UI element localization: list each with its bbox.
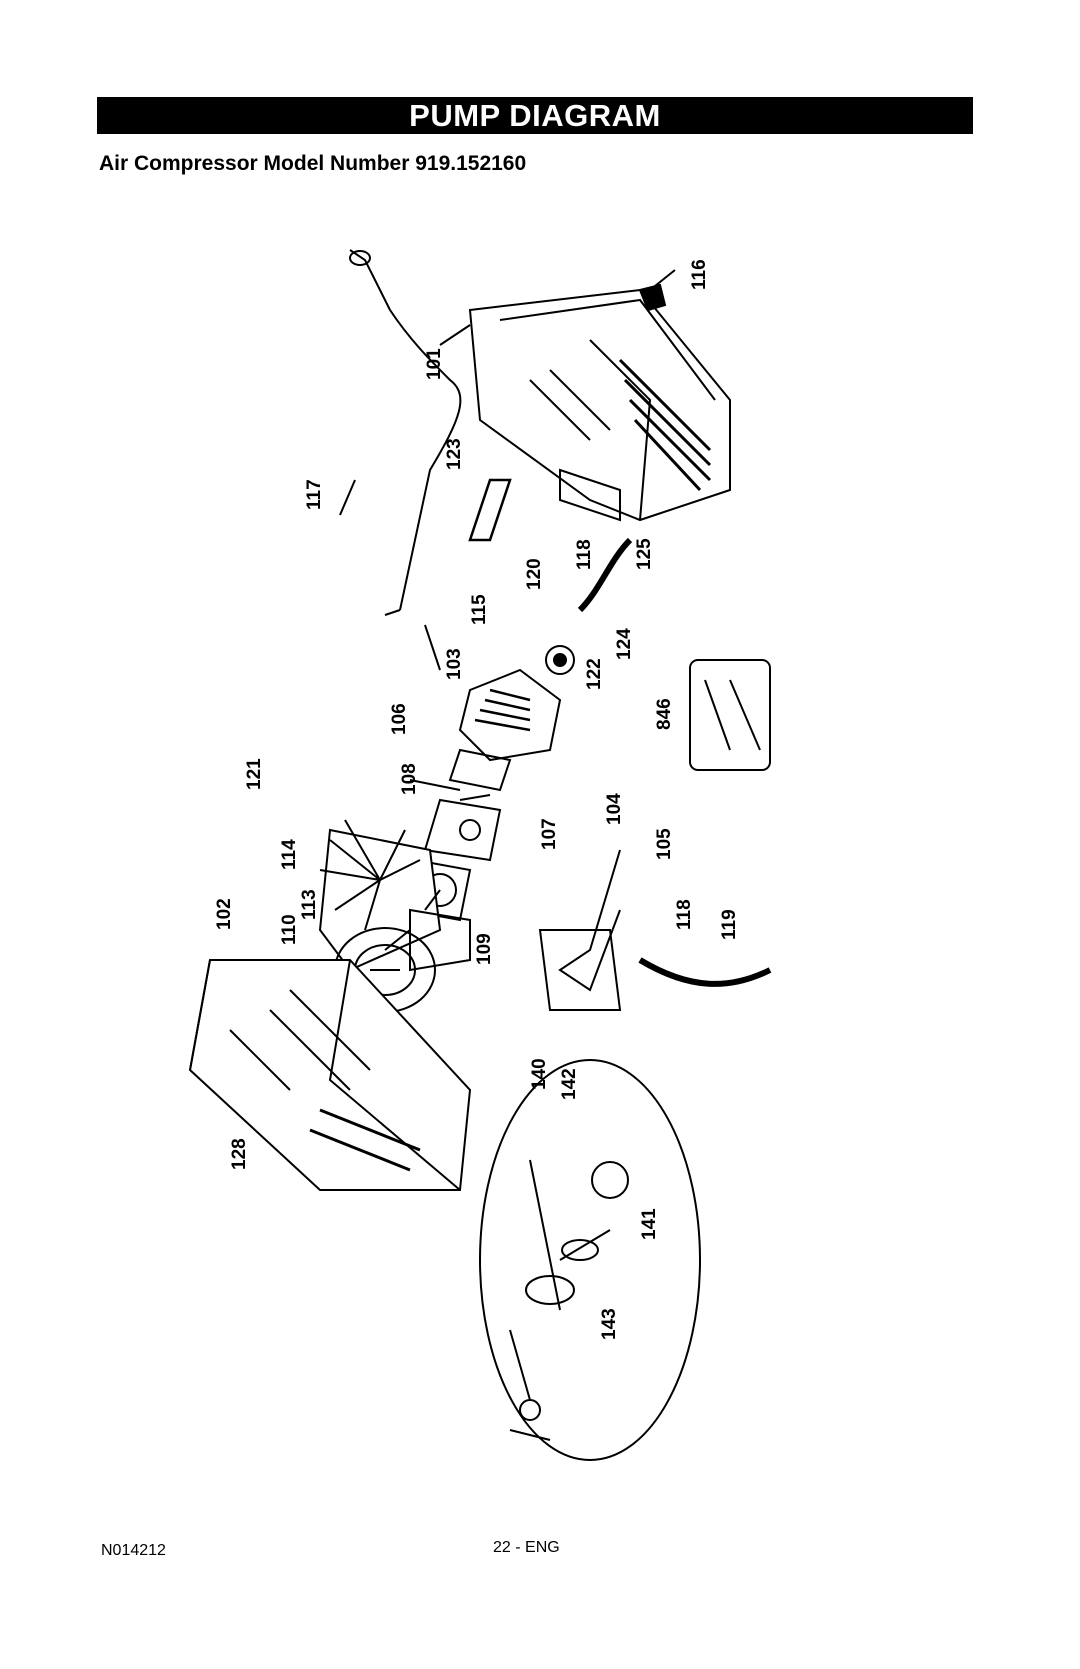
cylinder-head-part — [460, 670, 560, 760]
document-code: N014212 — [101, 1542, 166, 1559]
label-143: 143 — [599, 1308, 620, 1340]
kit-846-box — [690, 660, 770, 770]
label-102: 102 — [214, 898, 235, 930]
label-108: 108 — [399, 763, 420, 795]
label-116: 116 — [689, 259, 710, 290]
label-125: 125 — [634, 538, 655, 570]
connecting-rod-detail — [480, 1060, 700, 1460]
label-124: 124 — [614, 628, 635, 660]
label-119: 119 — [719, 909, 740, 940]
label-107: 107 — [539, 818, 560, 850]
page-title: PUMP DIAGRAM — [97, 97, 973, 134]
label-141: 141 — [639, 1208, 660, 1240]
label-115: 115 — [469, 594, 490, 625]
label-128: 128 — [229, 1138, 250, 1170]
power-cord-part — [350, 250, 460, 615]
pump-exploded-diagram — [170, 230, 840, 1570]
label-118a: 118 — [574, 539, 595, 570]
label-103: 103 — [444, 648, 465, 680]
label-109: 109 — [474, 933, 495, 965]
label-114: 114 — [279, 839, 300, 870]
label-846: 846 — [654, 698, 675, 730]
model-number-heading: Air Compressor Model Number 919.152160 — [99, 152, 527, 175]
label-101: 101 — [424, 348, 445, 380]
label-121: 121 — [244, 758, 265, 790]
label-106: 106 — [389, 703, 410, 735]
label-113: 113 — [299, 889, 320, 920]
label-110: 110 — [279, 914, 300, 945]
label-140: 140 — [529, 1058, 550, 1090]
label-118b: 118 — [674, 899, 695, 930]
label-117: 117 — [304, 479, 325, 510]
label-104: 104 — [604, 793, 625, 825]
label-105: 105 — [654, 828, 675, 860]
page-number: 22 - ENG — [493, 1539, 560, 1556]
label-122: 122 — [584, 658, 605, 690]
label-120: 120 — [524, 558, 545, 590]
label-142: 142 — [559, 1068, 580, 1100]
label-123: 123 — [444, 438, 465, 470]
